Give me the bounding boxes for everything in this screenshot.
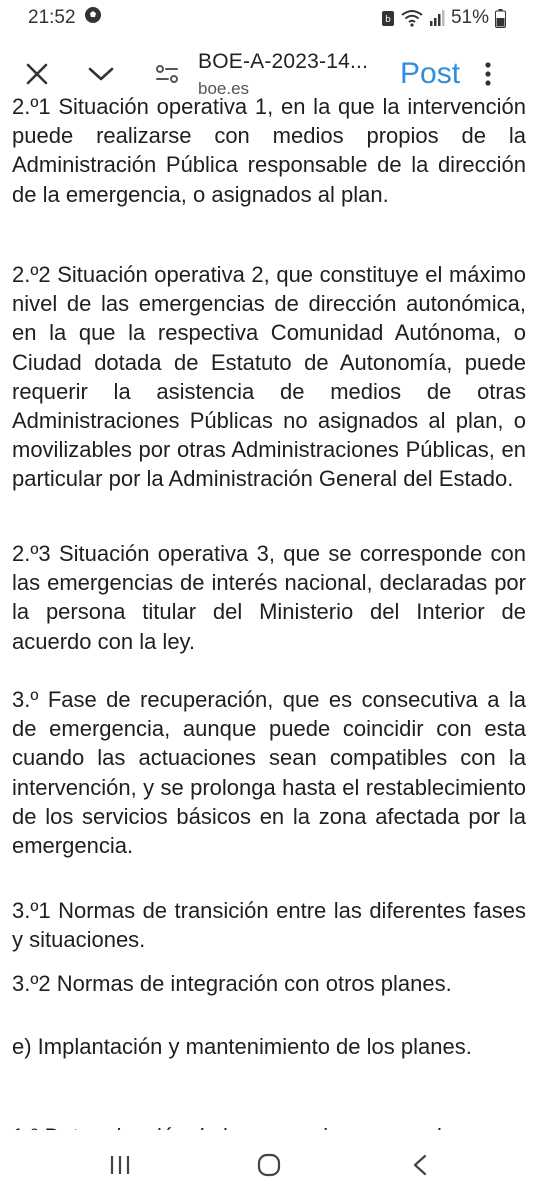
paragraph-situacion-3: 2.º3 Situación operativa 3, que se corresponde con las emergencias de interés nacional, declaradas por la persona titular del Ministerio del Interior de acuerdo con la ley.: [12, 541, 526, 654]
paragraph-implantacion: e) Implantación y mantenimiento de los planes.: [12, 1034, 472, 1059]
status-time: 21:52: [28, 7, 76, 28]
wifi-icon: [401, 9, 423, 27]
document-content[interactable]: [0, 94, 538, 1130]
soccer-ball-icon: [84, 6, 102, 30]
paragraph-fase-recuperacion: 3.º Fase de recuperación, que es consecutiva a la de emergencia, aunque puede coincidir con esta cuando las actuaciones sean compatibles con la intervención, y se prolonga hasta el restablecimiento de los servicios básicos en la zona afectada por la emergencia.: [12, 687, 526, 859]
paragraph-situacion-1: 2.º1 Situación operativa 1, en la que la intervención puede realizarse con medios propios de la Administración Pública responsable de la dirección de la emergencia, o asignados al plan.: [12, 94, 526, 207]
recent-apps-button[interactable]: [100, 1150, 140, 1180]
close-icon: [26, 63, 48, 85]
page-info-button[interactable]: [150, 57, 184, 91]
battery-icon: [495, 9, 506, 28]
collapse-button[interactable]: [84, 57, 118, 91]
more-options-button[interactable]: [478, 57, 498, 91]
system-nav-bar: [0, 1130, 538, 1200]
back-button[interactable]: [400, 1150, 440, 1180]
svg-text:b: b: [385, 15, 391, 25]
more-vert-icon: [485, 62, 491, 86]
page-title: BOE-A-2023-14...: [198, 49, 369, 73]
data-saver-icon: [381, 9, 395, 27]
page-domain: boe.es: [198, 78, 250, 98]
home-icon: [257, 1153, 281, 1177]
paragraph-normas-transicion: 3.º1 Normas de transición entre las diferentes fases y situaciones.: [12, 898, 526, 953]
back-icon: [412, 1154, 428, 1176]
battery-percent: 51%: [450, 7, 489, 28]
close-button[interactable]: [20, 57, 54, 91]
signal-icon: [429, 9, 445, 27]
paragraph-normas-integracion: 3.º2 Normas de integración con otros planes.: [12, 971, 452, 996]
chevron-down-icon: [88, 66, 114, 82]
home-button[interactable]: [249, 1150, 289, 1180]
paragraph-situacion-2: 2.º2 Situación operativa 2, que constituye el máximo nivel de las emergencias de dirección autonómica, en la que la respectiva Comunidad Autónoma, o Ciudad dotada de Estatuto de Autonomía, puede requerir la asistencia de medios de otras Administraciones Públicas no asignados al plan, o movilizables por otras Administraciones Públicas, en particular por la Administración General del Estado.: [12, 262, 526, 492]
status-bar: [0, 0, 538, 36]
recent-apps-icon: [109, 1154, 131, 1176]
post-button[interactable]: Post: [400, 57, 461, 90]
tune-icon: [155, 64, 179, 84]
